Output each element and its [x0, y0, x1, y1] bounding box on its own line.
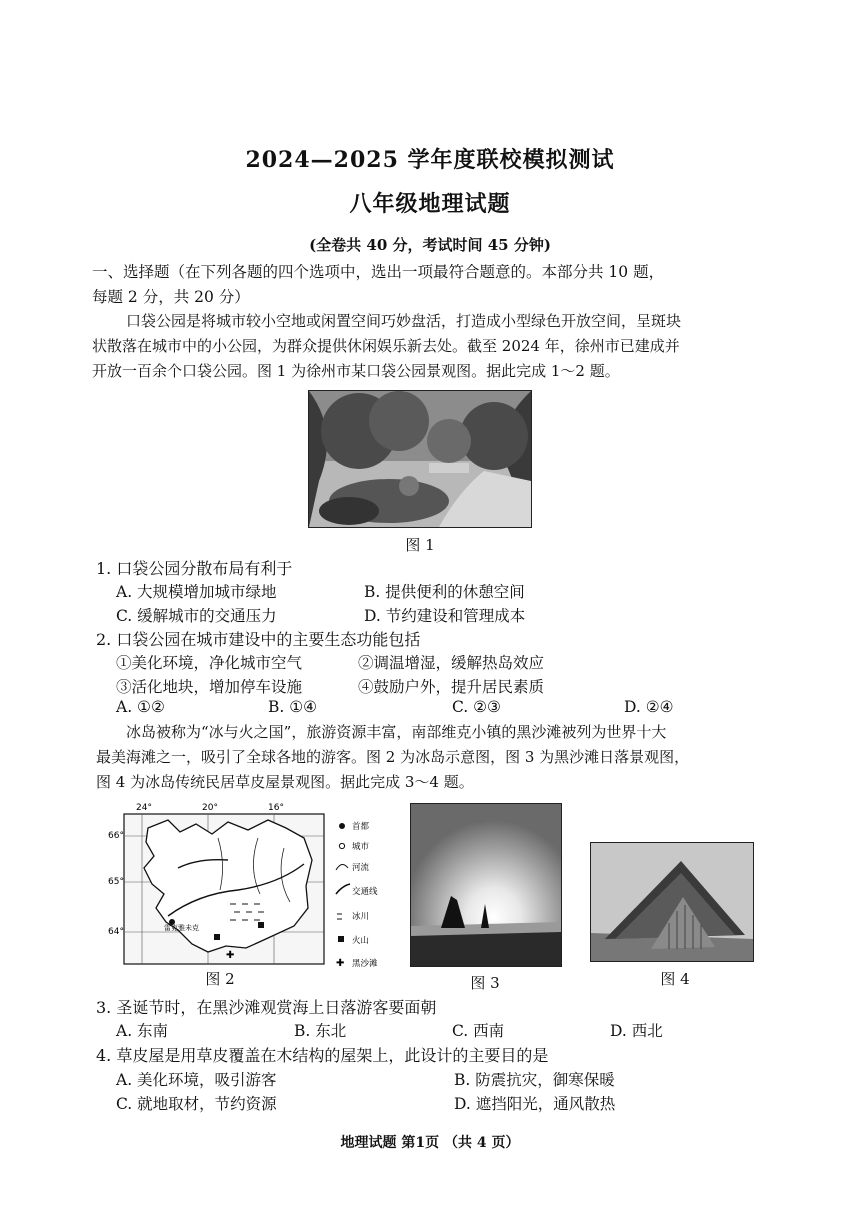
- q4-option-b[interactable]: B. 防震抗灾，御寒保暖: [454, 1071, 615, 1089]
- svg-text:✚: ✚: [226, 950, 235, 961]
- q1-option-d[interactable]: D. 节约建设和管理成本: [364, 607, 526, 625]
- q3-option-a[interactable]: A. 东南: [116, 1022, 169, 1040]
- page-footer: 地理试题 第1页 （共 4 页）: [340, 1135, 520, 1151]
- q1-option-b[interactable]: B. 提供便利的休憩空间: [364, 583, 525, 601]
- legend-road: 交通线: [352, 887, 378, 897]
- q3-stem: 3. 圣诞节时，在黑沙滩观赏海上日落游客要面朝: [96, 998, 437, 1017]
- q2-option-d[interactable]: D. ②④: [624, 698, 674, 716]
- lon-label-24: 24°: [136, 803, 152, 813]
- legend-river: 河流: [352, 863, 370, 873]
- svg-text:✚: ✚: [336, 958, 345, 969]
- q1-option-a[interactable]: A. 大规模增加城市绿地: [116, 583, 277, 601]
- figure4-caption: 图 4: [660, 970, 690, 988]
- legend-capital: 首都: [352, 822, 370, 832]
- capital-label: 雷克雅未克: [164, 924, 199, 932]
- q4-stem: 4. 草皮屋是用草皮覆盖在木结构的屋架上，此设计的主要目的是: [96, 1046, 549, 1065]
- figure2-caption: 图 2: [205, 970, 235, 988]
- figure3-caption: 图 3: [470, 974, 500, 992]
- passage1-line3: 开放一百余个口袋公园。图 1 为徐州市某口袋公园景观图。据此完成 1～2 题。: [92, 362, 620, 380]
- section-heading-line1: 一、选择题（在下列各题的四个选项中，选出一项最符合题意的。本部分共 10 题，: [92, 263, 665, 281]
- passage2-line1: 冰岛被称为“冰与火之国”，旅游资源丰富，南部维克小镇的黑沙滩被列为世界十大: [126, 723, 667, 741]
- q2-option-a[interactable]: A. ①②: [116, 698, 165, 716]
- lon-label-20: 20°: [202, 803, 218, 813]
- figure4-turf-house-photo: [590, 842, 754, 962]
- figure2-iceland-map: [108, 798, 398, 976]
- lon-label-16: 16°: [268, 803, 284, 813]
- legend-city: 城市: [352, 842, 370, 852]
- passage1-line2: 状散落在城市中的小公园，为群众提供休闲娱乐新去处。截至 2024 年，徐州市已建成并: [92, 337, 680, 355]
- lat-label-65: 65°: [108, 877, 124, 887]
- legend-glacier: 冰川: [352, 912, 370, 922]
- figure1-park-photo: [308, 390, 532, 528]
- exam-note: (全卷共 40 分，考试时间 45 分钟): [309, 236, 551, 254]
- exam-title: 2024—2025 学年度联校模拟测试: [245, 147, 615, 173]
- q2-statement-4: ④鼓励户外，提升居民素质: [358, 678, 545, 696]
- q4-option-a[interactable]: A. 美化环境，吸引游客: [116, 1071, 277, 1089]
- q2-option-b[interactable]: B. ①④: [268, 698, 318, 716]
- q2-statement-2: ②调温增湿，缓解热岛效应: [358, 654, 545, 672]
- legend-black-beach: 黑沙滩: [352, 959, 378, 969]
- legend-volcano: 火山: [352, 936, 370, 946]
- passage1-line1: 口袋公园是将城市较小空地或闲置空间巧妙盘活，打造成小型绿色开放空间，呈斑块: [126, 312, 682, 330]
- q1-option-c[interactable]: C. 缓解城市的交通压力: [116, 607, 277, 625]
- q2-stem: 2. 口袋公园在城市建设中的主要生态功能包括: [96, 630, 421, 649]
- lat-label-64: 64°: [108, 927, 124, 937]
- figure3-black-beach-photo: [410, 803, 562, 967]
- exam-subtitle: 八年级地理试题: [349, 191, 511, 217]
- q3-option-d[interactable]: D. 西北: [610, 1022, 663, 1040]
- lat-label-66: 66°: [108, 831, 124, 841]
- q3-option-b[interactable]: B. 东北: [294, 1022, 347, 1040]
- q1-stem: 1. 口袋公园分散布局有利于: [96, 559, 293, 578]
- passage2-line3: 图 4 为冰岛传统民居草皮屋景观图。据此完成 3～4 题。: [96, 773, 474, 791]
- q4-option-c[interactable]: C. 就地取材，节约资源: [116, 1095, 277, 1113]
- q3-option-c[interactable]: C. 西南: [452, 1022, 505, 1040]
- q4-option-d[interactable]: D. 遮挡阳光，通风散热: [454, 1095, 616, 1113]
- q2-statement-3: ③活化地块，增加停车设施: [116, 678, 303, 696]
- section-heading-line2: 每题 2 分，共 20 分）: [92, 288, 250, 306]
- q2-option-c[interactable]: C. ②③: [452, 698, 501, 716]
- q2-statement-1: ①美化环境，净化城市空气: [116, 654, 303, 672]
- figure1-caption: 图 1: [405, 536, 435, 554]
- passage2-line2: 最美海滩之一，吸引了全球各地的游客。图 2 为冰岛示意图，图 3 为黑沙滩日落景观图，: [96, 748, 690, 766]
